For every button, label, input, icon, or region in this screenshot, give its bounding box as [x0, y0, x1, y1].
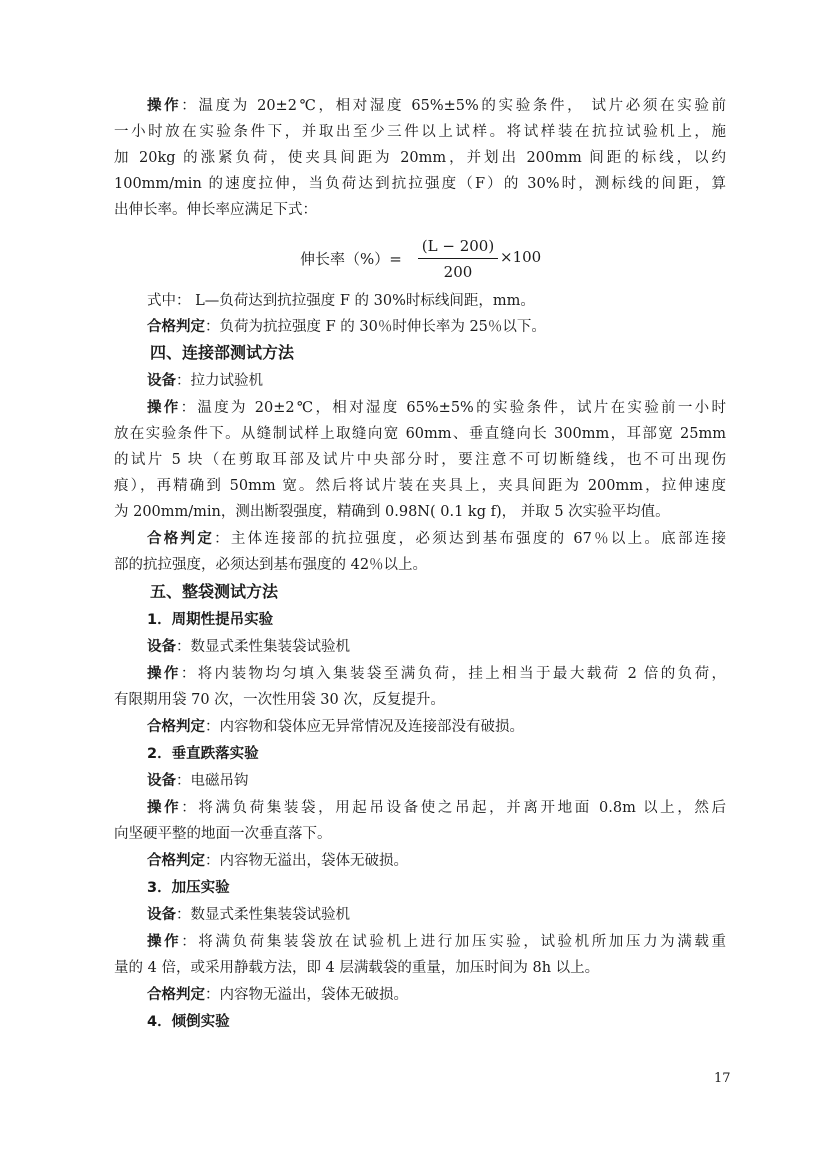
equipment-label: 设备: [147, 773, 176, 789]
judgement-line: 合格判定：内容物和袋体应无异常情况及连接部没有破损。: [147, 719, 524, 735]
judgement-label: 合格判定: [147, 853, 205, 869]
operation-paragraph-line: 操作：将满负荷集装袋放在试验机上进行加压实验，试验机所加压力为满载重: [147, 934, 727, 950]
equipment-label: 设备: [147, 907, 176, 923]
operation-paragraph-line: 操作：将内装物均匀填入集装袋至满负荷，挂上相当于最大载荷 2 倍的负荷，: [147, 666, 726, 682]
operation-paragraph-line: 放在实验条件下。从缝制试样上取缝向宽 60mm、垂直缝向长 300mm，耳部宽 25mm: [114, 426, 726, 442]
formula-fraction: [418, 236, 498, 282]
equipment-line: 设备：电磁吊钩: [147, 773, 249, 789]
formula-rhs: ×100: [500, 248, 542, 266]
operation-paragraph-line: 痕），再精确到 50mm 宽。然后将试片装在夹具上，夹具间距为 200mm，拉伸速度: [114, 478, 726, 494]
operation-label: 操作: [147, 934, 182, 950]
operation-label: 操作: [147, 800, 182, 816]
judgement-line: 合格判定：主体连接部的抗拉强度，必须达到基布强度的 67％以上。底部连接: [147, 531, 727, 547]
operation-paragraph-line: 100mm/min 的速度拉伸，当负荷达到抗拉强度（F）的 30%时，测标线的间距，算: [114, 176, 726, 192]
operation-paragraph-line: 操作：温度为 20±2℃，相对湿度 65%±5%的实验条件， 试片必须在实验前: [147, 98, 727, 114]
judgement-label: 合格判定: [147, 319, 205, 335]
operation-paragraph-line: 一小时放在实验条件下，并取出至少三件以上试样。将试样装在抗拉试验机上，施: [114, 124, 726, 140]
equipment-line: 设备：数显式柔性集装袋试验机: [147, 639, 350, 655]
judgement-line: 部的抗拉强度，必须达到基布强度的 42％以上。: [114, 557, 428, 573]
judgement-line: 合格判定：内容物无溢出，袋体无破损。: [147, 853, 408, 869]
operation-paragraph-line: 量的 4 倍，或采用静载方法，即 4 层满载袋的重量，加压时间为 8h 以上。: [114, 960, 600, 976]
subsection-heading: 2．垂直跌落实验: [147, 746, 259, 762]
subsection-heading: 3．加压实验: [147, 880, 230, 896]
operation-paragraph-line: 出伸长率。伸长率应满足下式：: [114, 202, 317, 218]
formula-lhs: 伸长率（%）=: [300, 250, 402, 268]
fraction-bar: [418, 258, 498, 259]
judgement-line: 合格判定：内容物无溢出，袋体无破损。: [147, 987, 408, 1003]
operation-label: 操作: [147, 400, 181, 416]
section-heading: 四、连接部测试方法: [150, 343, 295, 362]
equipment-label: 设备: [147, 639, 176, 655]
operation-paragraph-line: 操作：将满负荷集装袋，用起吊设备使之吊起，并离开地面 0.8m 以上，然后: [147, 800, 726, 816]
subsection-heading: 1．周期性提吊实验: [147, 612, 274, 628]
operation-paragraph-line: 操作：温度为 20±2℃，相对湿度 65%±5%的实验条件，试片在实验前一小时: [147, 400, 726, 416]
formula-denominator: 200: [443, 263, 473, 281]
equipment-label: 设备: [147, 373, 176, 389]
operation-label: 操作: [147, 98, 182, 114]
judgement-label: 合格判定: [147, 531, 215, 547]
operation-paragraph-line: 有限期用袋 70 次，一次性用袋 30 次，反复提升。: [114, 692, 445, 708]
operation-paragraph-line: 向坚硬平整的地面一次垂直落下。: [114, 826, 332, 842]
judgement-label: 合格判定: [147, 719, 205, 735]
page-number: 17: [714, 1071, 731, 1086]
operation-paragraph-line: 加 20kg 的涨紧负荷，使夹具间距为 20mm，并划出 200mm 间距的标线，以约: [114, 150, 726, 166]
equipment-line: 设备：数显式柔性集装袋试验机: [147, 907, 350, 923]
operation-label: 操作: [147, 666, 181, 682]
formula-where-line: 式中： L—负荷达到抗拉强度 F 的 30%时标线间距，mm。: [147, 293, 535, 309]
subsection-heading: 4．倾倒实验: [147, 1014, 230, 1030]
equipment-line: 设备：拉力试验机: [147, 373, 263, 389]
operation-paragraph-line: 的试片 5 块（在剪取耳部及试片中央部分时，要注意不可切断缝线，也不可出现伤: [114, 452, 726, 468]
judgement-label: 合格判定: [147, 987, 205, 1003]
judgement-line: 合格判定：负荷为抗拉强度 F 的 30％时伸长率为 25％以下。: [147, 319, 546, 335]
operation-paragraph-line: 为 200mm/min，测出断裂强度，精确到 0.98N( 0.1 kg f)， 并取 5 次实验平均值。: [114, 504, 670, 520]
formula-numerator: (L − 200): [421, 237, 495, 255]
section-heading: 五、整袋测试方法: [150, 582, 279, 601]
